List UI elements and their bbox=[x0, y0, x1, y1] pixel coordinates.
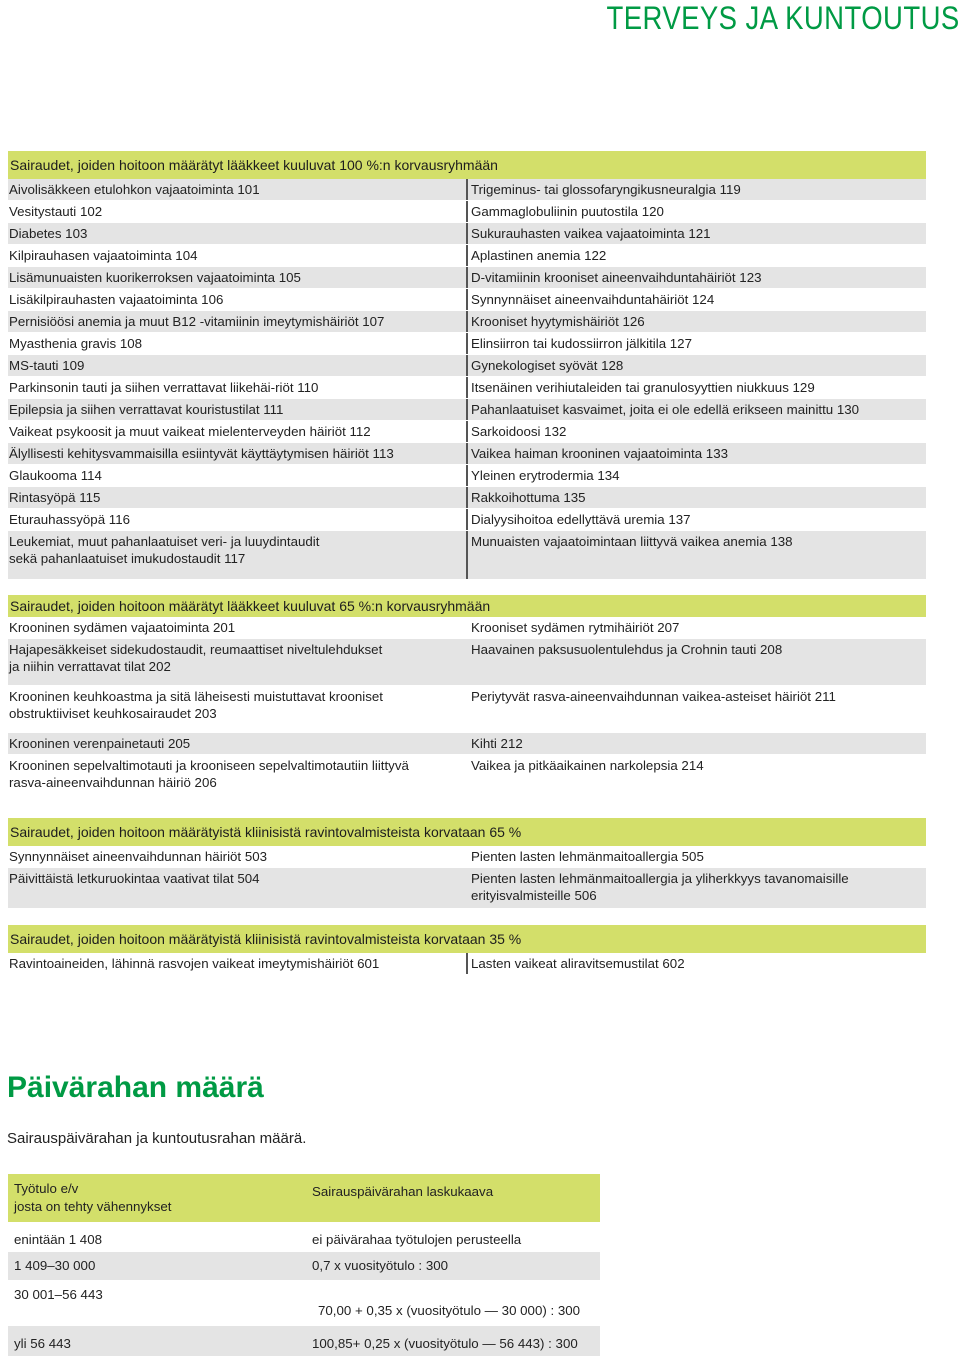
row-formula: 100,85+ 0,25 x (vuosityötulo — 56 443) : 300 bbox=[312, 1336, 578, 1351]
disease-right: Synnynnäiset aineenvaihduntahäiriöt 124 bbox=[466, 289, 926, 310]
table-row bbox=[8, 617, 926, 639]
table-row bbox=[8, 421, 926, 443]
disease-right: Krooniset sydämen rytmihäiriöt 207 bbox=[471, 620, 680, 635]
disease-left: Vesitystauti 102 bbox=[9, 204, 103, 219]
disease-left: Synnynnäiset aineenvaihdunnan häiriöt 503 bbox=[9, 849, 268, 864]
table-row bbox=[8, 179, 926, 201]
paivaraha-subtitle: Sairauspäivärahan ja kuntoutusrahan määrä. bbox=[7, 1130, 307, 1147]
disease-left: Krooninen sydämen vajaatoiminta 201 bbox=[9, 620, 236, 635]
disease-left: Eturauhassyöpä 116 bbox=[9, 512, 130, 527]
table-row bbox=[8, 399, 926, 421]
disease-right: Sarkoidoosi 132 bbox=[466, 421, 926, 442]
row-income: yli 56 443 bbox=[14, 1336, 71, 1351]
disease-right: D-vitamiinin krooniset aineenvaihduntahäiriöt 123 bbox=[466, 267, 926, 288]
disease-right: Gynekologiset syövät 128 bbox=[466, 355, 926, 376]
disease-left: Kilpirauhasen vajaatoiminta 104 bbox=[9, 248, 198, 263]
disease-left: Hajapesäkkeiset sidekudostaudit, reumaattiset niveltulehdukset ja niihin verrattavat tilat 202 bbox=[9, 642, 383, 674]
table-row bbox=[8, 487, 926, 509]
disease-right: Periytyvät rasva-aineenvaihdunnan vaikea-asteiset häiriöt 211 bbox=[471, 689, 836, 704]
table-row bbox=[8, 639, 926, 686]
paivaraha-table bbox=[8, 1174, 600, 1358]
disease-left: Krooninen verenpainetauti 205 bbox=[9, 736, 191, 751]
table-row bbox=[8, 465, 926, 487]
disease-right: Munuaisten vajaatoimintaan liittyvä vaikea anemia 138 bbox=[466, 531, 926, 579]
table-row bbox=[8, 846, 926, 868]
header-income: Työtulo e/v josta on tehty vähennykset bbox=[14, 1181, 172, 1214]
section-nutrition-65-title: Sairaudet, joiden hoitoon määrätyistä kliinisistä ravintovalmisteista korvataan 65 % bbox=[8, 818, 926, 846]
page-header-title: TERVEYS JA KUNTOUTUS bbox=[606, 0, 960, 36]
disease-left: MS-tauti 109 bbox=[9, 358, 85, 373]
section-nutrition-35 bbox=[8, 925, 926, 975]
row-formula: 70,00 + 0,35 x (vuosityötulo — 30 000) : 300 bbox=[318, 1303, 581, 1318]
table-row bbox=[8, 531, 926, 580]
disease-right: Pienten lasten lehmänmaitoallergia ja yliherkkyys tavanomaisille erityisvalmisteille 506 bbox=[471, 871, 849, 903]
disease-left: Parkinsonin tauti ja siihen verrattavat liikehäi-riöt 110 bbox=[9, 380, 319, 395]
disease-left: Ravintoaineiden, lähinnä rasvojen vaikeat imeytymishäiriöt 601 bbox=[9, 956, 380, 971]
disease-left: Lisämunuaisten kuorikerroksen vajaatoiminta 105 bbox=[9, 270, 301, 285]
disease-right: Vaikea haiman krooninen vajaatoiminta 133 bbox=[466, 443, 926, 464]
paivaraha-table-header bbox=[8, 1174, 600, 1224]
disease-left: Diabetes 103 bbox=[9, 226, 88, 241]
disease-right: Aplastinen anemia 122 bbox=[466, 245, 926, 266]
paivaraha-heading: Päivärahan määrä bbox=[7, 1071, 264, 1104]
table-row bbox=[8, 289, 926, 311]
disease-left: Epilepsia ja siihen verrattavat kouristustilat 111 bbox=[9, 402, 284, 417]
disease-left: Pernisiöösi anemia ja muut B12 -vitamiinin imeytymishäiriöt 107 bbox=[9, 314, 385, 329]
section-nutrition-65 bbox=[8, 818, 926, 909]
disease-left: Glaukooma 114 bbox=[9, 468, 102, 483]
disease-right: Trigeminus- tai glossofaryngikusneuralgia 119 bbox=[466, 179, 926, 200]
disease-right: Pahanlaatuiset kasvaimet, joita ei ole edellä erikseen mainittu 130 bbox=[466, 399, 926, 420]
table-row bbox=[8, 733, 926, 755]
disease-right: Dialyysihoitoa edellyttävä uremia 137 bbox=[466, 509, 926, 530]
disease-left: Älyllisesti kehitysvammaisilla esiintyvät käyttäytymisen häiriöt 113 bbox=[9, 446, 394, 461]
table-row bbox=[8, 267, 926, 289]
disease-left: Vaikeat psykoosit ja muut vaikeat mielenterveyden häiriöt 112 bbox=[9, 424, 371, 439]
section-100-percent bbox=[8, 151, 926, 580]
disease-right: Pienten lasten lehmänmaitoallergia 505 bbox=[471, 849, 704, 864]
table-row bbox=[8, 1224, 600, 1252]
disease-left: Päivittäistä letkuruokintaa vaativat tilat 504 bbox=[9, 871, 260, 886]
disease-right: Elinsiirron tai kudossiirron jälkitila 127 bbox=[466, 333, 926, 354]
disease-right: Vaikea ja pitkäaikainen narkolepsia 214 bbox=[471, 758, 704, 773]
disease-left: Lisäkilpirauhasten vajaatoiminta 106 bbox=[9, 292, 224, 307]
disease-right: Yleinen erytrodermia 134 bbox=[466, 465, 926, 486]
disease-left: Aivolisäkkeen etulohkon vajaatoiminta 101 bbox=[9, 182, 260, 197]
disease-left: Leukemiat, muut pahanlaatuiset veri- ja luuydintaudit sekä pahanlaatuiset imukudostaudit 117 bbox=[9, 534, 320, 566]
table-row bbox=[8, 1326, 600, 1358]
section-65-title: Sairaudet, joiden hoitoon määrätyt lääkkeet kuuluvat 65 %:n korvausryhmään bbox=[8, 595, 926, 617]
table-row bbox=[8, 443, 926, 465]
disease-right: Rakkoihottuma 135 bbox=[466, 487, 926, 508]
disease-right: Sukurauhasten vaikea vajaatoiminta 121 bbox=[466, 223, 926, 244]
section-65-percent bbox=[8, 595, 926, 798]
table-row bbox=[8, 377, 926, 399]
disease-right: Kihti 212 bbox=[471, 736, 523, 751]
disease-right: Lasten vaikeat aliravitsemustilat 602 bbox=[466, 953, 926, 974]
table-row bbox=[8, 953, 926, 975]
table-row bbox=[8, 355, 926, 377]
disease-right: Itsenäinen verihiutaleiden tai granulosyyttien niukkuus 129 bbox=[466, 377, 926, 398]
disease-right: Gammaglobuliinin puutostila 120 bbox=[466, 201, 926, 222]
table-row bbox=[8, 333, 926, 355]
row-income: enintään 1 408 bbox=[14, 1232, 102, 1247]
table-row bbox=[8, 223, 926, 245]
table-row bbox=[8, 755, 926, 798]
row-formula: 0,7 x vuosityötulo : 300 bbox=[312, 1258, 449, 1273]
table-row bbox=[8, 311, 926, 333]
disease-left: Krooninen keuhkoastma ja sitä läheisesti muistuttavat krooniset obstruktiiviset keuhkosairaudet 203 bbox=[9, 689, 383, 721]
disease-left: Rintasyöpä 115 bbox=[9, 490, 101, 505]
row-income: 1 409–30 000 bbox=[14, 1258, 96, 1273]
disease-right: Krooniset hyytymishäiriöt 126 bbox=[466, 311, 926, 332]
row-formula: ei päivärahaa työtulojen perusteella bbox=[312, 1232, 522, 1247]
header-formula: Sairauspäivärahan laskukaava bbox=[312, 1184, 494, 1199]
table-row bbox=[8, 509, 926, 531]
disease-right: Haavainen paksusuolentulehdus ja Crohnin tauti 208 bbox=[471, 642, 783, 657]
table-row bbox=[8, 686, 926, 733]
table-row bbox=[8, 1282, 600, 1322]
disease-left: Myasthenia gravis 108 bbox=[9, 336, 143, 351]
disease-left: Krooninen sepelvaltimotauti ja krooniseen sepelvaltimotautiin liittyvä rasva-aineenvaihdunnan häiriö 206 bbox=[9, 758, 409, 790]
table-row bbox=[8, 1252, 600, 1282]
row-income: 30 001–56 443 bbox=[14, 1287, 103, 1302]
table-row bbox=[8, 868, 926, 909]
section-100-title: Sairaudet, joiden hoitoon määrätyt lääkkeet kuuluvat 100 %:n korvausryhmään bbox=[8, 151, 926, 179]
section-nutrition-35-title: Sairaudet, joiden hoitoon määrätyistä kliinisistä ravintovalmisteista korvataan 35 % bbox=[8, 925, 926, 953]
table-row bbox=[8, 201, 926, 223]
table-row bbox=[8, 245, 926, 267]
